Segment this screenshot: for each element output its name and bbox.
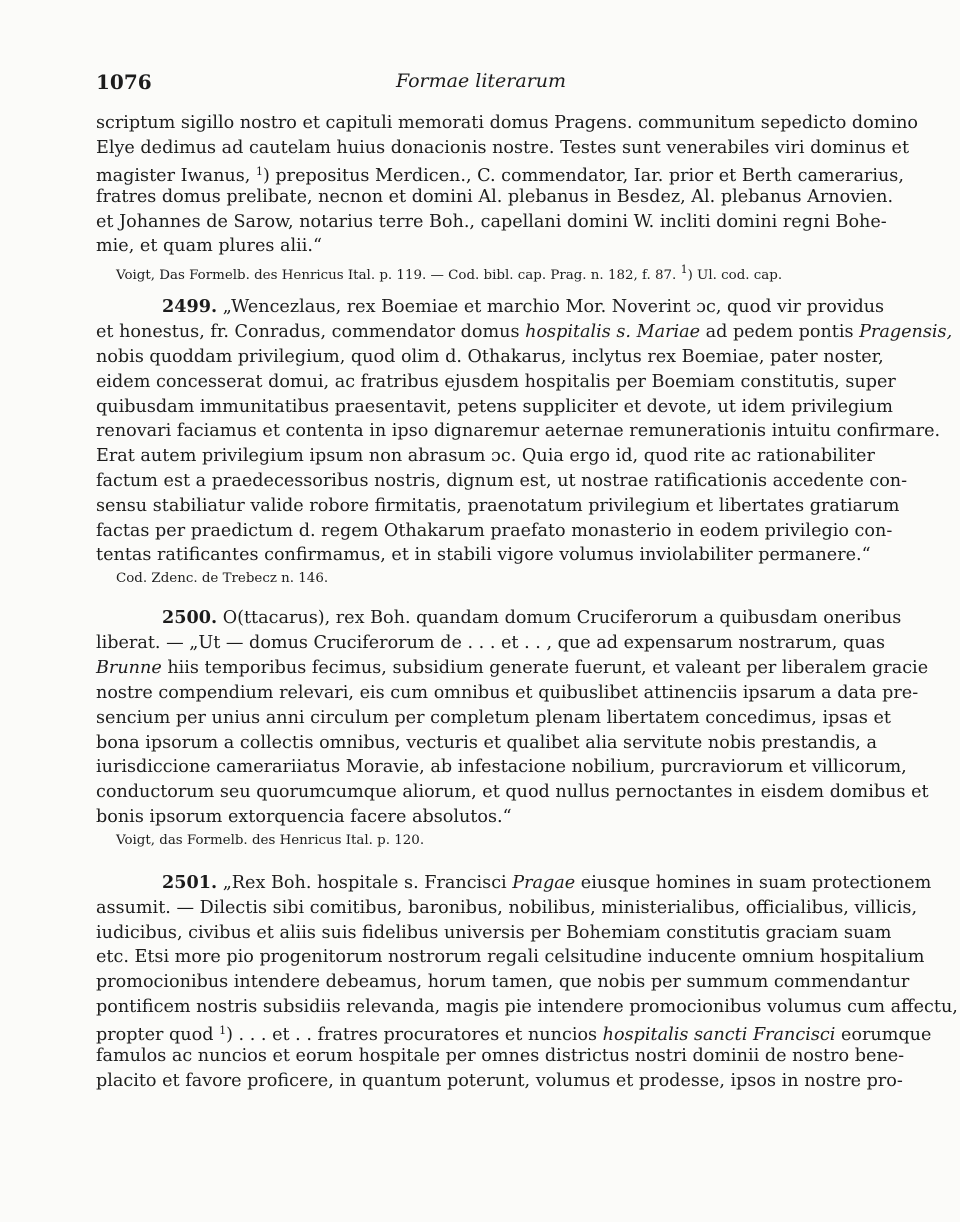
text-line: nostre compendium relevari, eis cum omnibus et quibuslibet attinenciis ipsarum a data pre- — [96, 683, 919, 703]
text-line: eidem concesserat domui, ac fratribus ejusdem hospitalis per Boemiam constitutis, super — [96, 372, 896, 392]
text-fragment: ) prepositus Merdicen., C. commendator, Iar. prior et Berth camerarius, — [262, 166, 904, 186]
text-fragment: O(ttacarus), rex Boh. quandam domum Cruciferorum a quibusdam oneribus — [222, 608, 902, 628]
text-line: quibusdam immunitatibus praesentavit, petens suppliciter et devote, ut idem privilegium — [96, 397, 893, 417]
text-line: Erat autem privilegium ipsum non abrasum ɔc. Quia ergo id, quod rite ac rationabiliter — [96, 446, 875, 466]
text-line: etc. Etsi more pio progenitorum nostrorum regali celsitudine inducente omnium hospitalium — [96, 947, 925, 967]
text-fragment: hiis temporibus fecimus, subsidium generate fuerunt, et valeant per liberalem gracie — [161, 658, 929, 678]
text-line — [96, 657, 929, 679]
text-line — [96, 161, 904, 186]
footnote-marker: 1 — [219, 1024, 227, 1037]
text-line: et Johannes de Sarow, notarius terre Boh., capellani domini W. incliti domini regni Bohe- — [96, 212, 887, 232]
text-line: mie, et quam plures alii.“ — [96, 236, 322, 256]
text-fragment: hospitalis s. Mariae — [525, 322, 701, 342]
text-fragment: Pragensis, — [859, 322, 953, 342]
text-line: promocionibus intendere debeamus, horum tamen, que nobis per summum commendantur — [96, 972, 910, 992]
text-fragment: ) Ul. cod. cap. — [687, 268, 783, 283]
text-line: iudicibus, civibus et aliis suis fidelibus universis per Bohemiam constitutis graciam suam — [96, 923, 892, 943]
entry-number: 2501. — [162, 872, 218, 893]
text-line — [162, 872, 932, 894]
text-fragment: propter quod — [96, 1025, 220, 1045]
text-line — [162, 296, 885, 318]
text-line: pontificem nostris subsidiis relevanda, magis pie intendere promocionibus volumus cum affectu, — [96, 997, 958, 1017]
text-line: placito et favore proficere, in quantum poterunt, volumus et prodesse, ipsos in nostre pro- — [96, 1071, 903, 1091]
text-line: fratres domus prelibate, necnon et domini Al. plebanus in Besdez, Al. plebanus Arnovien. — [96, 187, 894, 207]
footnote-marker: 1 — [255, 165, 263, 178]
entry-number: 2500. — [162, 607, 218, 628]
text-fragment: „Rex Boh. hospitale s. Francisci — [222, 873, 513, 893]
text-line: nobis quoddam privilegium, quod olim d. Othakarus, inclytus rex Boemiae, pater noster, — [96, 347, 884, 367]
text-fragment: „Wencezlaus, rex Boemiae et marchio Mor. Noverint ɔc, quod vir providus — [222, 297, 885, 317]
text-line: renovari faciamus et contenta in ipso dignaremur aeternae remunerationis intuitu confirmare. — [96, 421, 941, 441]
entry-number: 2499. — [162, 296, 218, 317]
text-fragment: hospitalis sancti Francisci — [602, 1025, 836, 1045]
footnote-marker: 1 — [680, 263, 688, 276]
text-fragment: eorumque — [835, 1025, 932, 1045]
text-line: bonis ipsorum extorquencia facere absolutos.“ — [96, 807, 512, 827]
text-fragment: Brunne — [96, 658, 162, 678]
running-title: Formae literarum — [395, 70, 567, 92]
text-line: conductorum seu quorumcumque aliorum, et quod nullus pernoctantes in eisdem domibus et — [96, 782, 929, 802]
source-citation: Voigt, das Formelb. des Henricus Ital. p. 120. — [116, 833, 425, 848]
text-fragment: magister Iwanus, — [96, 166, 251, 186]
text-line: liberat. — „Ut — domus Cruciferorum de . . . et . . , que ad expensarum nostrarum, quas — [96, 633, 886, 653]
text-line: bona ipsorum a collectis omnibus, vecturis et qualibet alia servitute nobis prestandis, a — [96, 733, 877, 753]
source-citation: Cod. Zdenc. de Trebecz n. 146. — [116, 571, 329, 586]
text-line: iurisdiccione camerariiatus Moravie, ab infestacione nobilium, purcraviorum et villicorum, — [96, 757, 907, 777]
text-fragment: ad pedem pontis — [700, 322, 860, 342]
text-line — [96, 1020, 932, 1045]
text-line — [96, 321, 953, 343]
text-line: Elye dedimus ad cautelam huius donacionis nostre. Testes sunt venerabiles viri dominus et — [96, 138, 910, 158]
text-fragment: et honestus, fr. Conradus, commendator domus — [96, 322, 526, 342]
text-line: sencium per unius anni circulum per completum plenam libertatem concedimus, ipsas et — [96, 708, 891, 728]
page-header — [96, 70, 866, 94]
text-line: sensu stabiliatur valide robore firmitatis, praenotatum privilegium et libertates gratiarum — [96, 496, 900, 516]
source-citation — [116, 260, 866, 283]
text-line: factum est a praedecessoribus nostris, dignum est, ut nostrae ratificationis accedente con- — [96, 471, 908, 491]
text-line: assumit. — Dilectis sibi comitibus, baronibus, nobilibus, ministerialibus, officialibus, villicis, — [96, 898, 918, 918]
text-line: factas per praedictum d. regem Othakarum praefato monasterio in eodem privilegio con- — [96, 521, 893, 541]
text-fragment: Pragae — [512, 873, 576, 893]
text-line: famulos ac nuncios et eorum hospitale per omnes districtus nostri dominii de nostro bene- — [96, 1046, 905, 1066]
text-line: tentas ratificantes confirmamus, et in stabili vigore volumus inviolabiliter permanere.“ — [96, 545, 871, 565]
page-number: 1076 — [96, 70, 152, 94]
text-line: scriptum sigillo nostro et capituli memorati domus Pragens. communitum sepedicto domino — [96, 113, 919, 133]
text-fragment: eiusque homines in suam protectionem — [575, 873, 932, 893]
text-line — [162, 607, 902, 629]
text-fragment: Voigt, Das Formelb. des Henricus Ital. p. 119. — Cod. bibl. cap. Prag. n. 182, f. 87. — [116, 268, 677, 283]
text-fragment: ) . . . et . . fratres procuratores et nuncios — [226, 1025, 603, 1045]
